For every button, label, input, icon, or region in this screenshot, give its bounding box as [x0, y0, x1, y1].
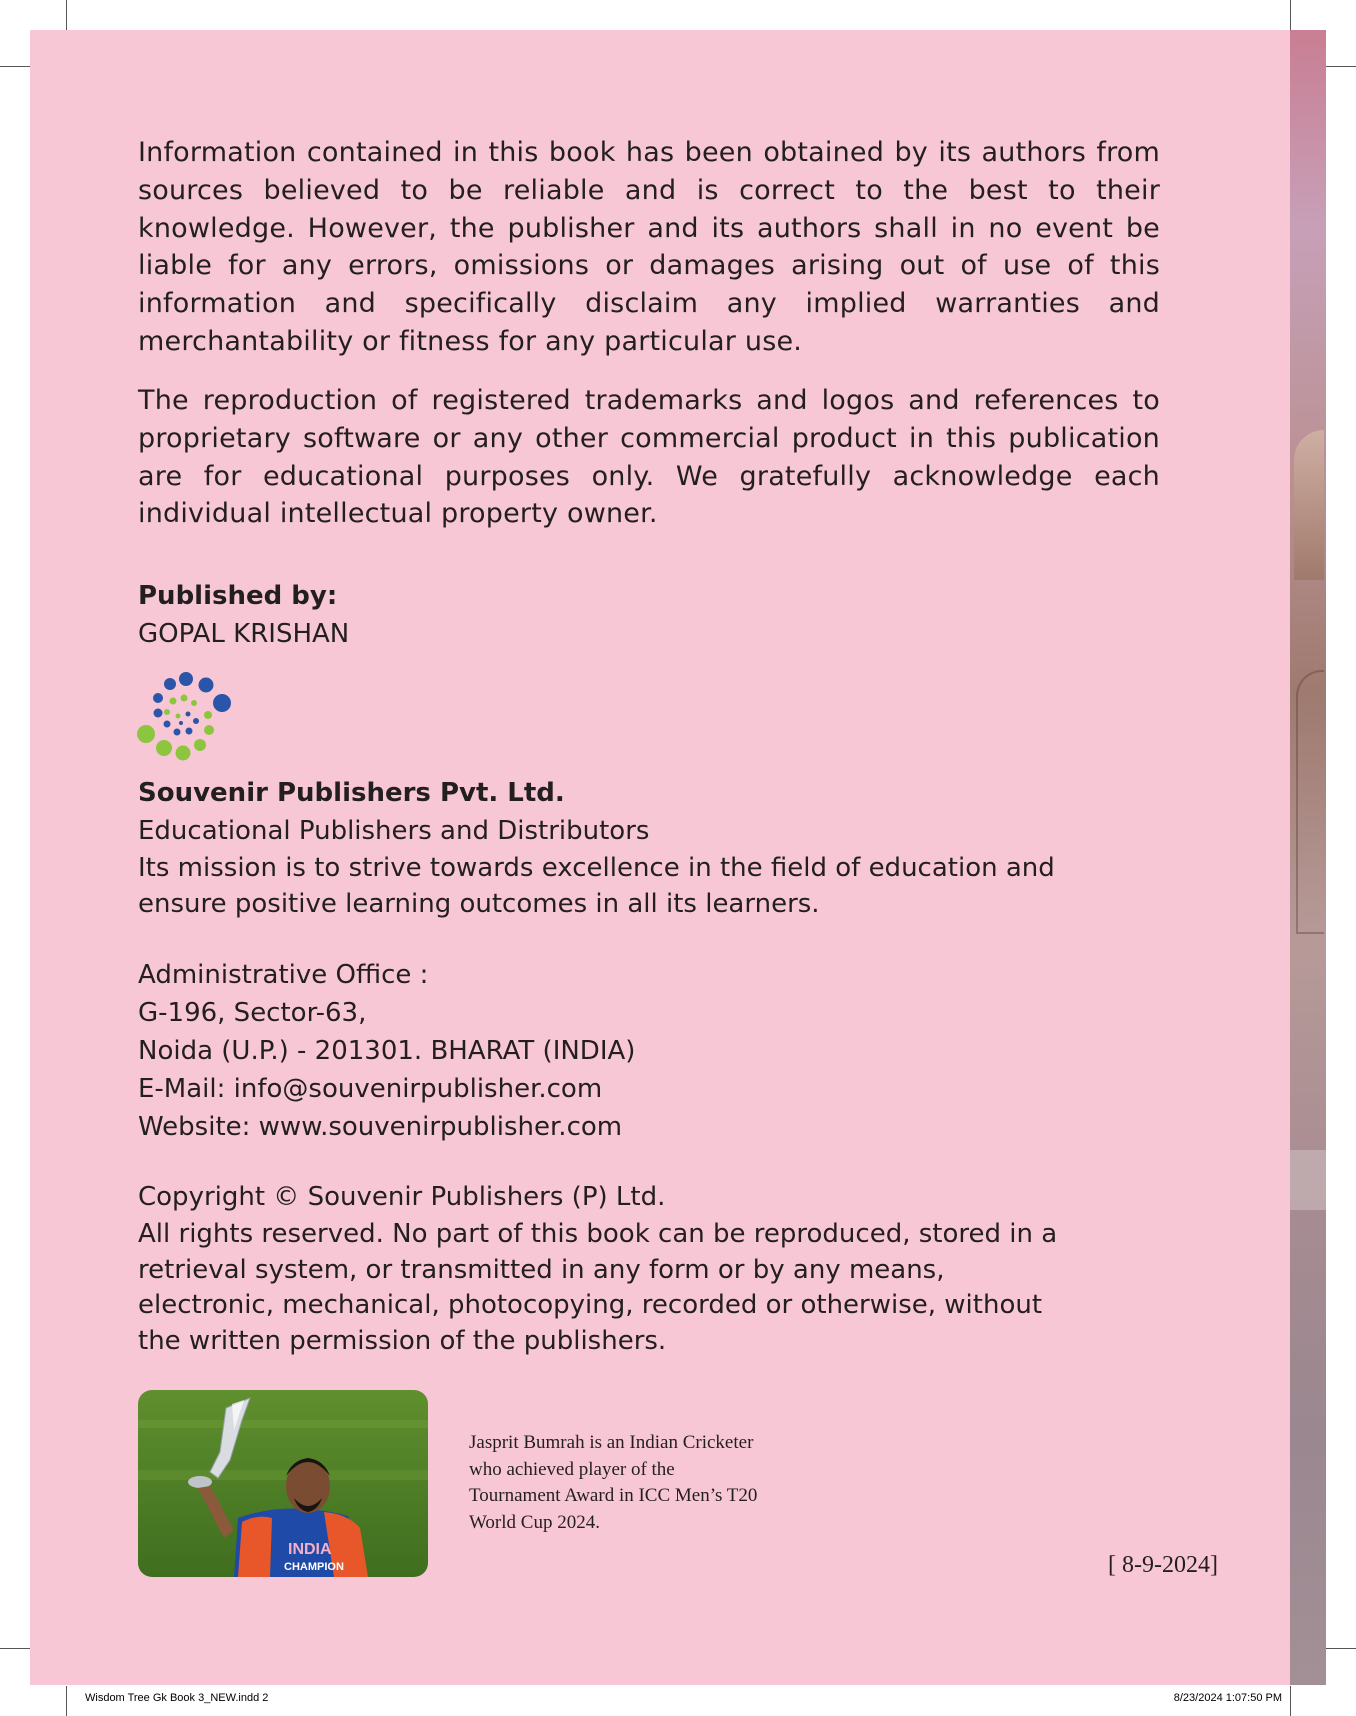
logo-dot: [170, 698, 177, 705]
logo-dot: [186, 712, 191, 717]
logo-dot: [204, 711, 212, 719]
crop-mark: [66, 1686, 67, 1716]
date-stamp: [ 8-9-2024]: [1108, 1552, 1218, 1578]
slug-file-name: Wisdom Tree Gk Book 3_NEW.indd 2: [85, 1692, 269, 1704]
bleed-dome-detail: [1294, 430, 1324, 580]
cricketer-photo: [138, 1390, 428, 1577]
logo-dot: [191, 700, 197, 706]
office-email: E-Mail: info@souvenirpublisher.com: [138, 1074, 603, 1104]
crop-mark: [1326, 66, 1356, 67]
logo-dot: [156, 740, 172, 756]
dot-spiral-logo-icon: [136, 670, 234, 768]
logo-dot: [193, 718, 199, 724]
bleed-highlight: [1290, 1150, 1326, 1210]
published-by-heading: Published by:: [138, 581, 338, 611]
crop-mark: [66, 0, 67, 30]
crop-mark: [1290, 0, 1291, 30]
bleed-arch-detail: [1296, 670, 1324, 934]
logo-dot: [179, 721, 183, 725]
logo-dot: [179, 672, 193, 686]
publisher-person: GOPAL KRISHAN: [138, 619, 350, 649]
logo-dot: [204, 725, 214, 735]
jersey-text: CHAMPION: [284, 1561, 344, 1573]
crop-mark: [1326, 1648, 1356, 1649]
logo-dot: [164, 721, 171, 728]
logo-dot: [137, 725, 155, 743]
logo-dot: [176, 714, 181, 719]
logo-dot: [176, 746, 191, 761]
cover-image-bleed: [1290, 30, 1326, 1685]
logo-dot: [164, 678, 176, 690]
logo-dot: [213, 694, 231, 712]
publisher-mission: Its mission is to strive towards excellence in the field of education and ensure positive learning outcomes in all its learners.: [138, 853, 1055, 919]
crop-mark: [0, 1648, 30, 1649]
disclaimer-paragraph: Information contained in this book has been obtained by its authors from sources believed to be reliable and is correct to the best to their knowledge. However, the publisher and its authors shall in no event be liable for any errors, omissions or damages arising out of use of this information and specifically disclaim any implied warranties and merchantability or fitness for any particular use.: [138, 137, 1160, 357]
jersey-text: INDIA: [288, 1541, 332, 1558]
rights-reserved-text: All rights reserved. No part of this book can be reproduced, stored in a retrieval system, or transmitted in any form or by any means, electronic, mechanical, photocopying, recorded or otherwise, without the written permission of the publishers.: [138, 1219, 1058, 1356]
publisher-tagline: Educational Publishers and Distributors: [138, 816, 650, 846]
slug-timestamp: 8/23/2024 1:07:50 PM: [1173, 1692, 1282, 1704]
office-address-line2: Noida (U.P.) - 201301. BHARAT (INDIA): [138, 1036, 636, 1066]
publisher-name: Souvenir Publishers Pvt. Ltd.: [138, 778, 565, 808]
logo-dot: [194, 739, 206, 751]
logo-dot: [154, 709, 163, 718]
photo-caption: Jasprit Bumrah is an Indian Cricketer who achieved player of the Tournament Award in ICC Men’s T20 World Cup 2024.: [469, 1432, 758, 1533]
logo-dot: [199, 678, 214, 693]
trademark-paragraph: The reproduction of registered trademarks and logos and references to proprietary software or any other commercial product in this publication are for educational purposes only. We gratefully acknowledge each individual intellectual property owner.: [138, 385, 1160, 530]
crop-mark: [0, 66, 30, 67]
office-address-line1: G-196, Sector-63,: [138, 998, 367, 1028]
logo-dot: [164, 709, 170, 715]
copyright-line: Copyright © Souvenir Publishers (P) Ltd.: [138, 1182, 666, 1212]
office-website: Website: www.souvenirpublisher.com: [138, 1112, 623, 1142]
logo-dot: [181, 695, 188, 702]
office-heading: Administrative Office :: [138, 960, 429, 990]
crop-mark: [1290, 1686, 1291, 1716]
logo-dot: [186, 728, 193, 735]
logo-dot: [153, 693, 163, 703]
logo-dot: [174, 729, 181, 736]
